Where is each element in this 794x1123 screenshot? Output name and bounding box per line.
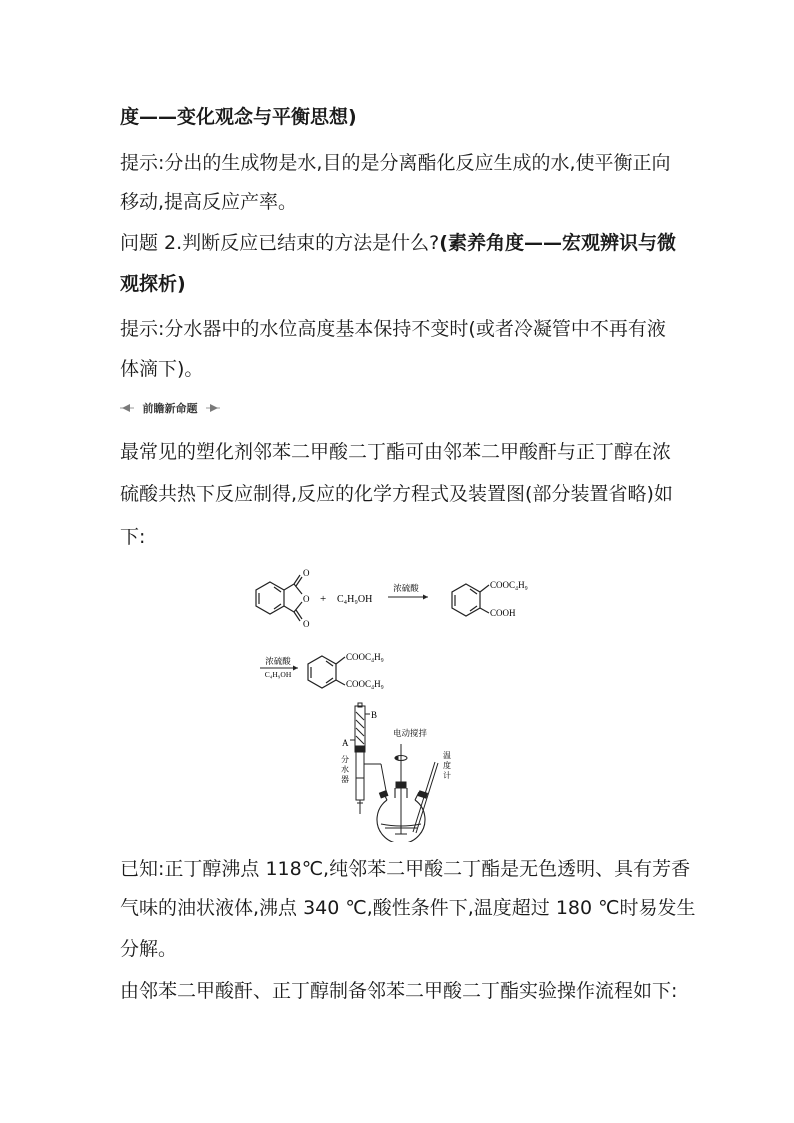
diester-structure	[308, 656, 345, 688]
text-line-5: 观探析)	[120, 273, 186, 295]
product1-substituent-ester: COOC₄H₉	[490, 580, 528, 590]
text-line-2: 提示:分出的生成物是水,目的是分离酯化反应生成的水,使平衡正向	[120, 152, 671, 174]
monoester-structure	[452, 584, 489, 616]
text-line-10: 下:	[120, 526, 146, 548]
reaction-scheme	[248, 563, 558, 693]
label-a: A	[342, 738, 349, 748]
banner-text: 前瞻新命题	[142, 402, 198, 415]
text-line-7: 体滴下)。	[120, 358, 204, 380]
thermometer-label-char-2: 度	[443, 761, 451, 770]
section-banner	[120, 397, 220, 419]
text-line-1: 度——变化观念与平衡思想)	[120, 106, 357, 128]
separator-label-char-3: 器	[341, 775, 349, 784]
condenser	[350, 703, 370, 746]
oxygen-label-ring: O	[303, 594, 310, 604]
catalyst-label-1: 浓硫酸	[393, 584, 419, 594]
text-line-3: 移动,提高反应产率。	[120, 191, 298, 213]
text-line-6: 提示:分水器中的水位高度基本保持不变时(或者冷凝管中不再有液	[120, 318, 666, 340]
stirrer	[395, 744, 407, 834]
product2-substituent-top: COOC₄H₉	[346, 652, 384, 662]
product2-substituent-bottom: COOC₄H₉	[346, 679, 384, 689]
procedure-intro-line: 由邻苯二甲酸酐、正丁醇制备邻苯二甲酸二丁酯实验操作流程如下:	[120, 980, 678, 1002]
separator-label-char-1: 分	[341, 755, 349, 764]
text-line-8: 最常见的塑化剂邻苯二甲酸二丁酯可由邻苯二甲酸酐与正丁醇在浓	[120, 441, 672, 463]
thermometer-label-char-1: 温	[443, 751, 451, 760]
label-b: B	[371, 710, 378, 720]
separator-label-char-2: 水	[341, 765, 349, 774]
stirrer-label: 电动搅拌	[393, 729, 428, 739]
thermometer-label-char-3: 计	[443, 771, 451, 780]
apparatus-diagram	[335, 700, 455, 842]
product1-substituent-acid: COOH	[490, 608, 516, 618]
plus-sign: +	[320, 593, 327, 605]
oxygen-label-bottom: O	[303, 619, 310, 629]
phthalic-anhydride-structure	[256, 575, 302, 621]
known-info-line-2: 气味的油状液体,沸点 340 ℃,酸性条件下,温度超过 180 ℃时易发生	[120, 897, 696, 919]
known-info-line-3: 分解。	[120, 938, 178, 960]
known-info-line-1: 已知:正丁醇沸点 118℃,纯邻苯二甲酸二丁酯是无色透明、具有芳香	[120, 858, 691, 880]
butanol-formula: C₄H₉OH	[337, 594, 373, 605]
oxygen-label-top: O	[303, 568, 310, 578]
catalyst-label-2: 浓硫酸	[265, 657, 291, 667]
question-2-line: 问题 2.判断反应已结束的方法是什么?(素养角度——宏观辨识与微	[120, 232, 676, 254]
reagent-label-2: C₄H₉OH	[264, 670, 292, 679]
text-line-9: 硫酸共热下反应制得,反应的化学方程式及装置图(部分装置省略)如	[120, 483, 673, 505]
